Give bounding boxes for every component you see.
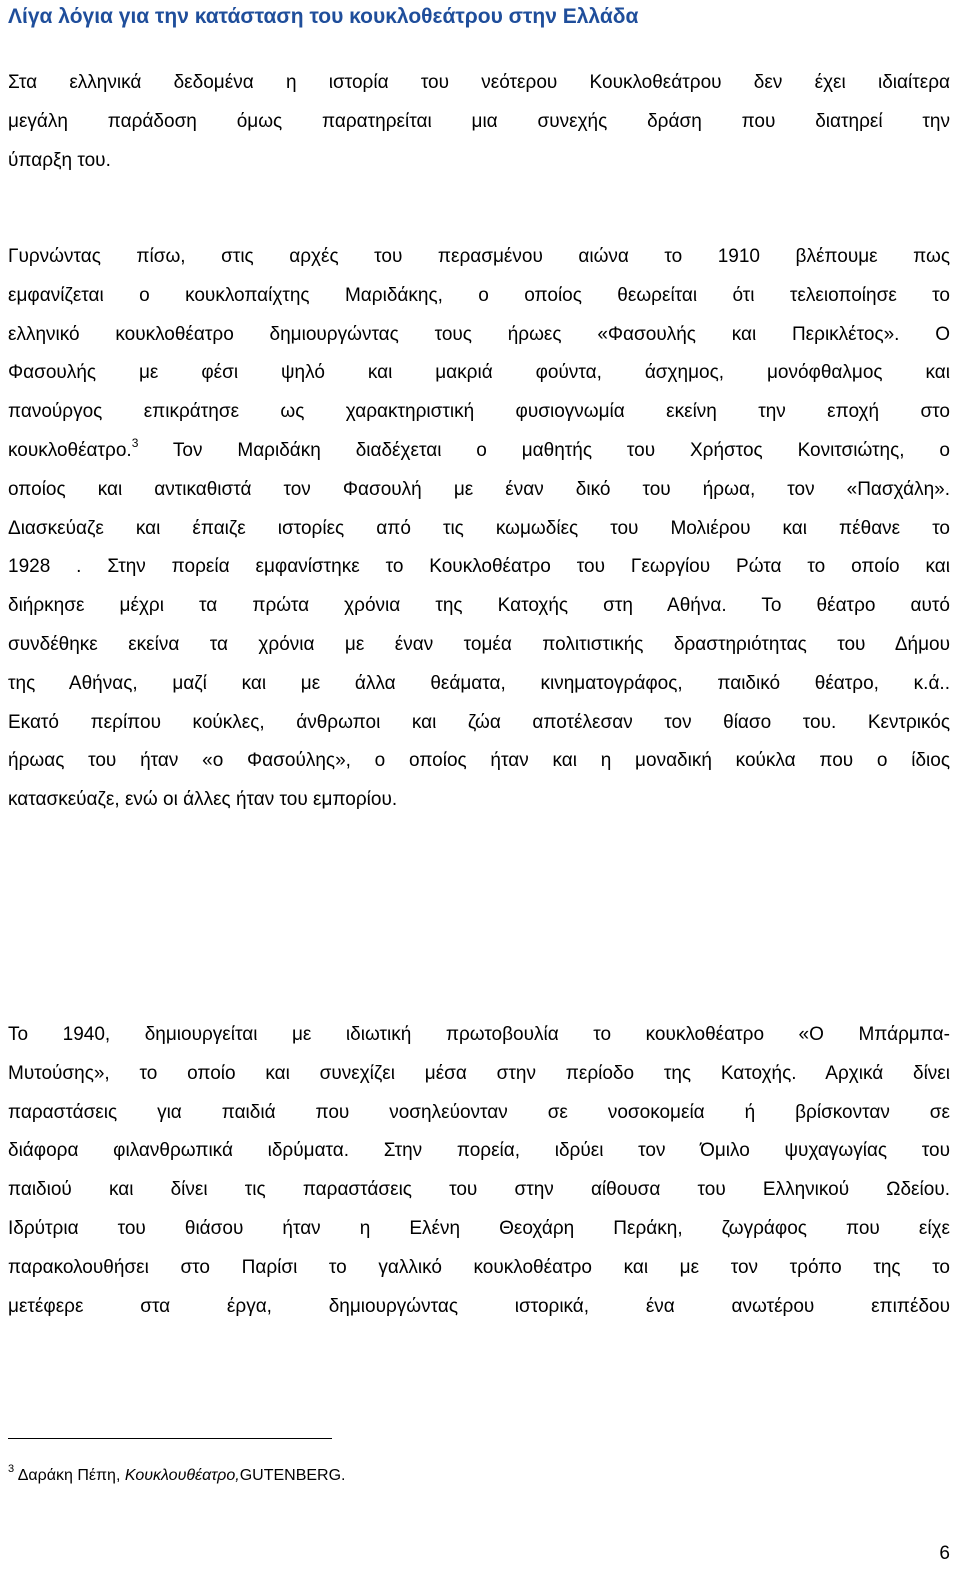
text-line: κατασκεύαζε, ενώ οι άλλες ήταν του εμπορίου.	[8, 789, 398, 811]
text-line: Εκατό περίπου κούκλες, άνθρωποι και ζώα αποτέλεσαν τον θίασο του. Κεντρικός	[8, 711, 950, 733]
paragraph-barba-mytousis	[8, 1016, 950, 1326]
text-fragment: Τον Μαριδάκη διαδέχεται ο μαθητής του Χρήστος Κονιτσιώτης, ο	[138, 439, 950, 461]
text-line: Το 1940, δημιουργείται με ιδιωτική πρωτοβουλία το κουκλοθέατρο «Ο Μπάρμπα-	[8, 1024, 950, 1045]
text-line: παραστάσεις για παιδιά που νοσηλεύονταν σε νοσοκομεία ή βρίσκονταν σε	[8, 1101, 950, 1123]
text-line: Γυρνώντας πίσω, στις αρχές του περασμένου αιώνα το 1910 βλέπουμε πως	[8, 246, 950, 267]
paragraph-maridakis	[8, 238, 950, 820]
text-line: συνδέθηκε εκείνα τα χρόνια με έναν τομέα πολιτιστικής δραστηριότητας του Δήμου	[8, 633, 950, 655]
text-line: διήρκησε μέχρι τα πρώτα χρόνια της Κατοχής στη Αθήνα. Το θέατρο αυτό	[8, 595, 950, 617]
text-line: παρακολουθήσει στο Παρίσι το γαλλικό κουκλοθέατρο και με τον τρόπο της το	[8, 1256, 950, 1278]
text-line: ύπαρξη του.	[8, 149, 111, 171]
footnote-reference: 3	[131, 435, 139, 450]
footnote-publisher: GUTENBERG.	[239, 1467, 346, 1484]
text-line: Διασκεύαζε και έπαιζε ιστορίες από τις κωμωδίες του Μολιέρου και πέθανε το	[8, 517, 950, 539]
text-line: παιδιού και δίνει τις παραστάσεις του στην αίθουσα του Ελληνικού Ωδείου.	[8, 1179, 950, 1201]
footnote-mark: 3	[8, 1463, 15, 1475]
text-line: ελληνικό κουκλοθέατρο δημιουργώντας τους ήρωες «Φασουλής και Περικλέτος». Ο	[8, 323, 950, 345]
text-fragment: κουκλοθέατρο.	[8, 439, 132, 461]
text-line: της Αθήνας, μαζί και με άλλα θεάματα, κινηματογράφος, παιδικό θέατρο, κ.ά..	[8, 672, 950, 694]
text-line: ήρωας του ήταν «ο Φασούλης», ο οποίος ήταν και η μοναδική κούκλα που ο ίδιος	[8, 750, 950, 772]
text-line: εμφανίζεται ο κουκλοπαίχτης Μαριδάκης, ο οποίος θεωρείται ότι τελειοποίησε το	[8, 284, 950, 306]
text-line: Φασουλής με φέσι ψηλό και μακριά φούντα, άσχημος, μονόφθαλμος και	[8, 362, 950, 384]
text-line: μετέφερε στα έργα, δημιουργώντας ιστορικά, ένα ανωτέρου επιπέδου	[8, 1295, 950, 1317]
text-line: 1928 . Στην πορεία εμφανίστηκε το Κουκλοθέατρο του Γεωργίου Ρώτα το οποίο και	[8, 556, 950, 578]
text-line: πανούργος επικράτησε ως χαρακτηριστική φυσιογνωμία εκείνη την εποχή στο	[8, 401, 950, 423]
paragraph-intro	[8, 64, 950, 180]
page-number: 6	[939, 1543, 950, 1564]
text-line: οποίος και αντικαθιστά τον Φασουλή με έναν δικό του ήρωα, τον «Πασχάλη».	[8, 478, 950, 500]
text-line: διάφορα φιλανθρωπικά ιδρύματα. Στην πορεία, ιδρύει τον Όμιλο ψυχαγωγίας του	[8, 1140, 950, 1162]
section-heading: Λίγα λόγια για την κατάσταση του κουκλοθεάτρου στην Ελλάδα	[8, 5, 639, 28]
text-line: μεγάλη παράδοση όμως παρατηρείται μια συνεχής δράση που διατηρεί την	[8, 110, 950, 132]
text-line-with-footnote-ref	[8, 432, 950, 471]
text-line: Στα ελληνικά δεδομένα η ιστορία του νεότερου Κουκλοθεάτρου δεν έχει ιδιαίτερα	[8, 72, 950, 93]
text-line: Ιδρύτρια του θιάσου ήταν η Ελένη Θεοχάρη Περάκη, ζωγράφος που είχε	[8, 1217, 950, 1239]
footnote-separator	[8, 1438, 332, 1439]
footnote-text: Δαράκη Πέπη,	[14, 1467, 125, 1484]
text-line: Μυτούσης», το οποίο και συνεχίζει μέσα στην περίοδο της Κατοχής. Αρχικά δίνει	[8, 1062, 950, 1084]
footnote	[8, 1463, 345, 1489]
footnote-title: Κουκλουθέατρο,	[124, 1467, 240, 1484]
